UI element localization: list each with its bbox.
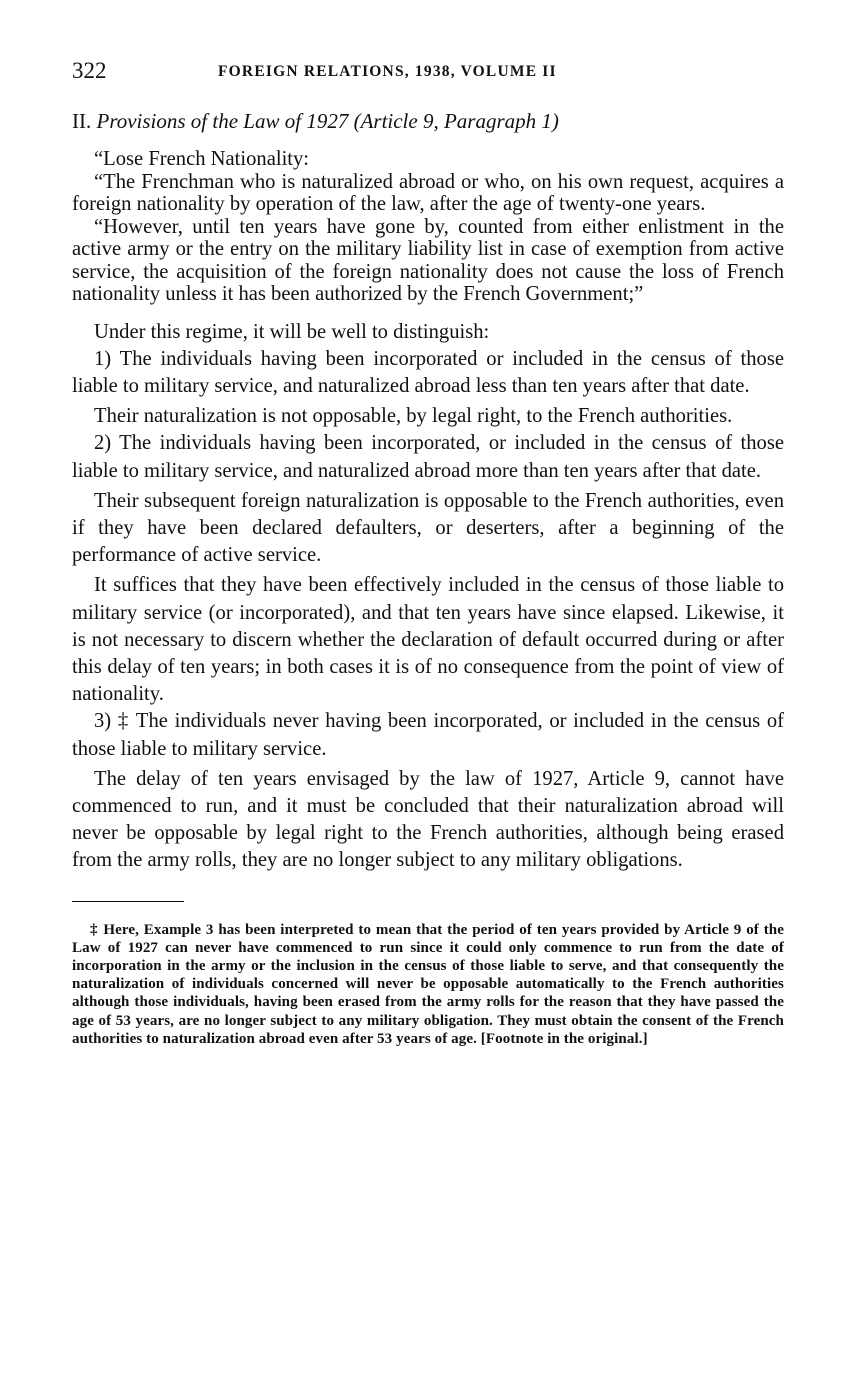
body-paragraph: The delay of ten years envisaged by the law of 1927, Article 9, cannot have commenced to run, and it must be concluded that their naturalization abroad will never be opposable by legal right to the French authorities, although being erased from the army rolls, they are no longer subject to any military obligations. [72,767,784,872]
body-paragraph: Under this regime, it will be well to distinguish: [94,320,490,343]
section-reference: (Article 9, Paragraph 1) [353,109,559,133]
quoted-law [72,148,784,306]
document-page [72,58,784,1048]
quote-paragraph: “Lose French Nationality: [94,148,310,170]
body-text [72,319,784,875]
running-head-title: FOREIGN RELATIONS, 1938, VOLUME II [218,63,557,80]
footnote-text: ‡ Here, Example 3 has been interpreted to mean that the period of ten years provided by Article 9 of the Law of 1927 can never have commenced to run since it could only commence to run from the date of incorporation in the army or the inclusion in the census of those liable to serve, and that consequently the naturalization of individuals concerned will never be opposable automatically to the French authorities although those individuals, having been erased from the army rolls for the reason that they have passed the age of 53 years, are no longer subject to any military obligation. They must obtain the consent of the French authorities to naturalization abroad even after 53 years of age. [Footnote in the original.] [72,921,784,1047]
body-paragraph: It suffices that they have been effectively included in the census of those liable to military service (or incorporated), and that ten years have since elapsed. Likewise, it is not necessary to discern whether the declaration of default occurred during or after this delay of ten years; in both cases it is of no consequence from the point of view of nationality. [72,574,784,706]
body-paragraph: 2) The individuals having been incorporated, or included in the census of those liable to military service, and naturalized abroad more than ten years after that date. [72,432,784,482]
running-head [72,58,784,88]
body-paragraph: 1) The individuals having been incorporated or included in the census of those liable to military service, and naturalized abroad less than ten years after that date. [72,347,784,397]
body-paragraph: 3) ‡ The individuals never having been incorporated, or included in the census of those liable to military service. [72,710,784,760]
section-heading [72,108,784,134]
section-number: II. [72,109,92,133]
footnote [72,921,784,1048]
body-paragraph: Their naturalization is not opposable, by legal right, to the French authorities. [94,405,733,428]
section-title: Provisions of the Law of 1927 [96,109,349,133]
quote-paragraph: “The Frenchman who is naturalized abroad or who, on his own request, acquires a foreign nationality by operation of the law, after the age of twenty-one years. [72,170,784,215]
quote-paragraph: “However, until ten years have gone by, counted from either enlistment in the active army or the entry on the military liability list in case of exemption from active service, the acquisition of the foreign nationality does not cause the loss of French nationality unless it has been authorized by the French Government;” [72,215,784,305]
body-paragraph: Their subsequent foreign naturalization is opposable to the French authorities, even if they have been declared defaulters, or deserters, after a beginning of the performance of active service. [72,489,784,567]
page-number: 322 [72,58,107,83]
footnote-divider [72,901,184,902]
